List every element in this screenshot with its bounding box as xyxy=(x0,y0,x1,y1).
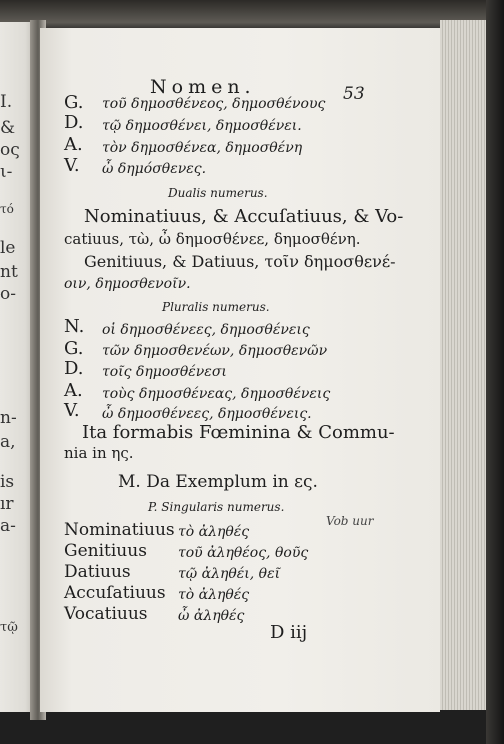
case-label: V. xyxy=(64,155,80,176)
case-label: G. xyxy=(64,92,84,113)
case-label: Nominatiuus xyxy=(64,520,175,540)
case-label: Accuſatiuus xyxy=(64,583,166,603)
greek-form: ὦ ἀληθές xyxy=(178,608,245,624)
margin-fragment: nt xyxy=(0,262,18,282)
greek-form: τοῖς δημοσθένεσι xyxy=(102,364,227,380)
plural-heading: Pluralis numerus. xyxy=(162,300,270,314)
greek-form: ὦ δημόσθενες. xyxy=(102,161,207,177)
case-label: A. xyxy=(64,134,83,155)
greek-form: τοῦ ἀληθέος, θοῦς xyxy=(178,545,309,561)
margin-fragment: ι- xyxy=(0,162,13,182)
margin-fragment: o- xyxy=(0,284,16,304)
case-label: Datiuus xyxy=(64,562,131,582)
handwritten-note: Vob uur xyxy=(326,514,374,528)
case-label: G. xyxy=(64,338,84,359)
case-label: Genitiuus xyxy=(64,541,147,561)
margin-fragment: is xyxy=(0,472,15,492)
margin-fragment: ος xyxy=(0,140,20,160)
greek-form: τοὺς δημοσθένεας, δημοσθένεις xyxy=(102,386,331,402)
margin-fragment: & xyxy=(0,118,16,138)
signature-mark: D iij xyxy=(270,622,308,643)
case-label: Vocatiuus xyxy=(64,604,148,624)
dual-line: Genitiuus, & Datiuus, τοῖν δημοσθενέ- xyxy=(84,252,396,271)
margin-fragment: a, xyxy=(0,432,16,452)
greek-form: τὸ ἀληθές xyxy=(178,587,250,603)
running-title: Nomen. xyxy=(150,76,256,98)
margin-fragment: I. xyxy=(0,92,13,112)
case-label: A. xyxy=(64,380,83,401)
case-label: D. xyxy=(64,358,84,379)
margin-fragment: ır xyxy=(0,494,14,514)
dual-line: catiuus, τὼ, ὦ δημοσθένεε, δημοσθένη. xyxy=(64,230,361,248)
greek-form: τῷ δημοσθένει, δημοσθένει. xyxy=(102,118,302,134)
greek-form: τὸν δημοσθένεα, δημοσθένη xyxy=(102,140,303,156)
greek-form: τοῦ δημοσθένεος, δημοσθένους xyxy=(102,96,326,112)
note-line: nia in ης. xyxy=(64,444,134,462)
margin-fragment: a- xyxy=(0,516,16,536)
margin-fragment: τῷ xyxy=(0,620,18,635)
dual-line: οιν, δημοσθενοῖν. xyxy=(64,276,191,292)
greek-form: ὦ δημοσθένεες, δημοσθένεις. xyxy=(102,406,312,422)
note-line: Ita formabis Fœminina & Commu- xyxy=(82,422,395,443)
dual-heading: Dualis numerus. xyxy=(168,186,268,200)
example-subheading: P. Singularis numerus. xyxy=(148,500,285,514)
book-binding xyxy=(486,0,504,744)
greek-form: τῶν δημοσθενέων, δημοσθενῶν xyxy=(102,343,328,359)
margin-fragment: τό xyxy=(0,202,14,216)
greek-form: τῷ ἀληθέι, θεῖ xyxy=(178,566,281,582)
page-edges xyxy=(440,20,490,710)
example-heading: M. Da Exemplum in ες. xyxy=(118,472,318,492)
case-label: V. xyxy=(64,400,80,421)
greek-form: οἱ δημοσθένεες, δημοσθένεις xyxy=(102,322,310,338)
page-number: 53 xyxy=(343,84,365,104)
case-label: N. xyxy=(64,316,85,337)
greek-form: τὸ ἀληθές xyxy=(178,524,250,540)
dual-line: Nominatiuus, & Accuſatiuus, & Vo- xyxy=(84,206,404,227)
case-label: D. xyxy=(64,112,84,133)
margin-fragment: le xyxy=(0,238,16,258)
margin-fragment: n- xyxy=(0,408,17,428)
